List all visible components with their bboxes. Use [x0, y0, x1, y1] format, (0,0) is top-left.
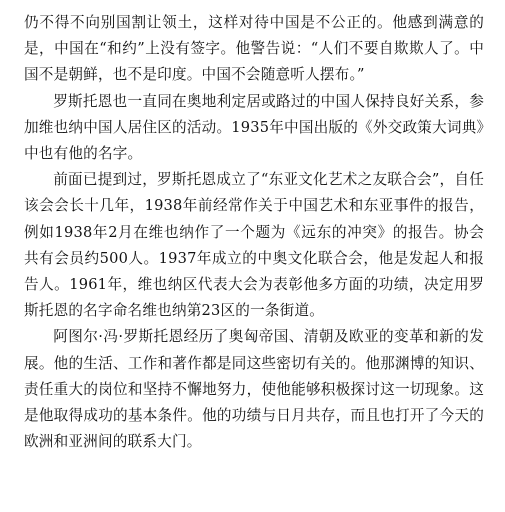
- paragraph-east-asia-association: 前面已提到过，罗斯托恩成立了“东亚文化艺术之友联合会”，自任该会会长十几年，1938年前经常作关于中国艺术和东亚事件的报告，例如1938年2月在维也纳作了一个题为《远东的冲突》的报告。协会共有会员约500人。1937年成立的中奥文化联合会，他是发起人和报告人。1961年，维也纳区代表大会为表彰他多方面的功绩，决定用罗斯托恩的名字命名维也纳第23区的一条街道。: [24, 171, 484, 320]
- paragraph-treaty-warning: 仍不得不向别国割让领土，这样对待中国是不公正的。他感到满意的是，中国在“和约”上没有签字。他警告说：“人们不要自欺欺人了。中国不是朝鲜，也不是印度。中国不会随意听人摆布。”: [24, 14, 484, 84]
- paragraph-legacy: 阿图尔·冯·罗斯托恩经历了奥匈帝国、清朝及欧亚的变革和新的发展。他的生活、工作和著作都是同这些密切有关的。他那渊博的知识、责任重大的岗位和坚持不懈地努力，使他能够积极探讨这一切现象。这是他取得成功的基本条件。他的功绩与日月共存，而且也打开了今天的欧洲和亚洲间的联系大门。: [24, 328, 484, 451]
- paragraph-chinese-community: 罗斯托恩也一直同在奥地利定居或路过的中国人保持良好关系，参加维也纳中国人居住区的活动。1935年中国出版的《外交政策大词典》中也有他的名字。: [24, 92, 484, 163]
- document-page: [24, 10, 484, 455]
